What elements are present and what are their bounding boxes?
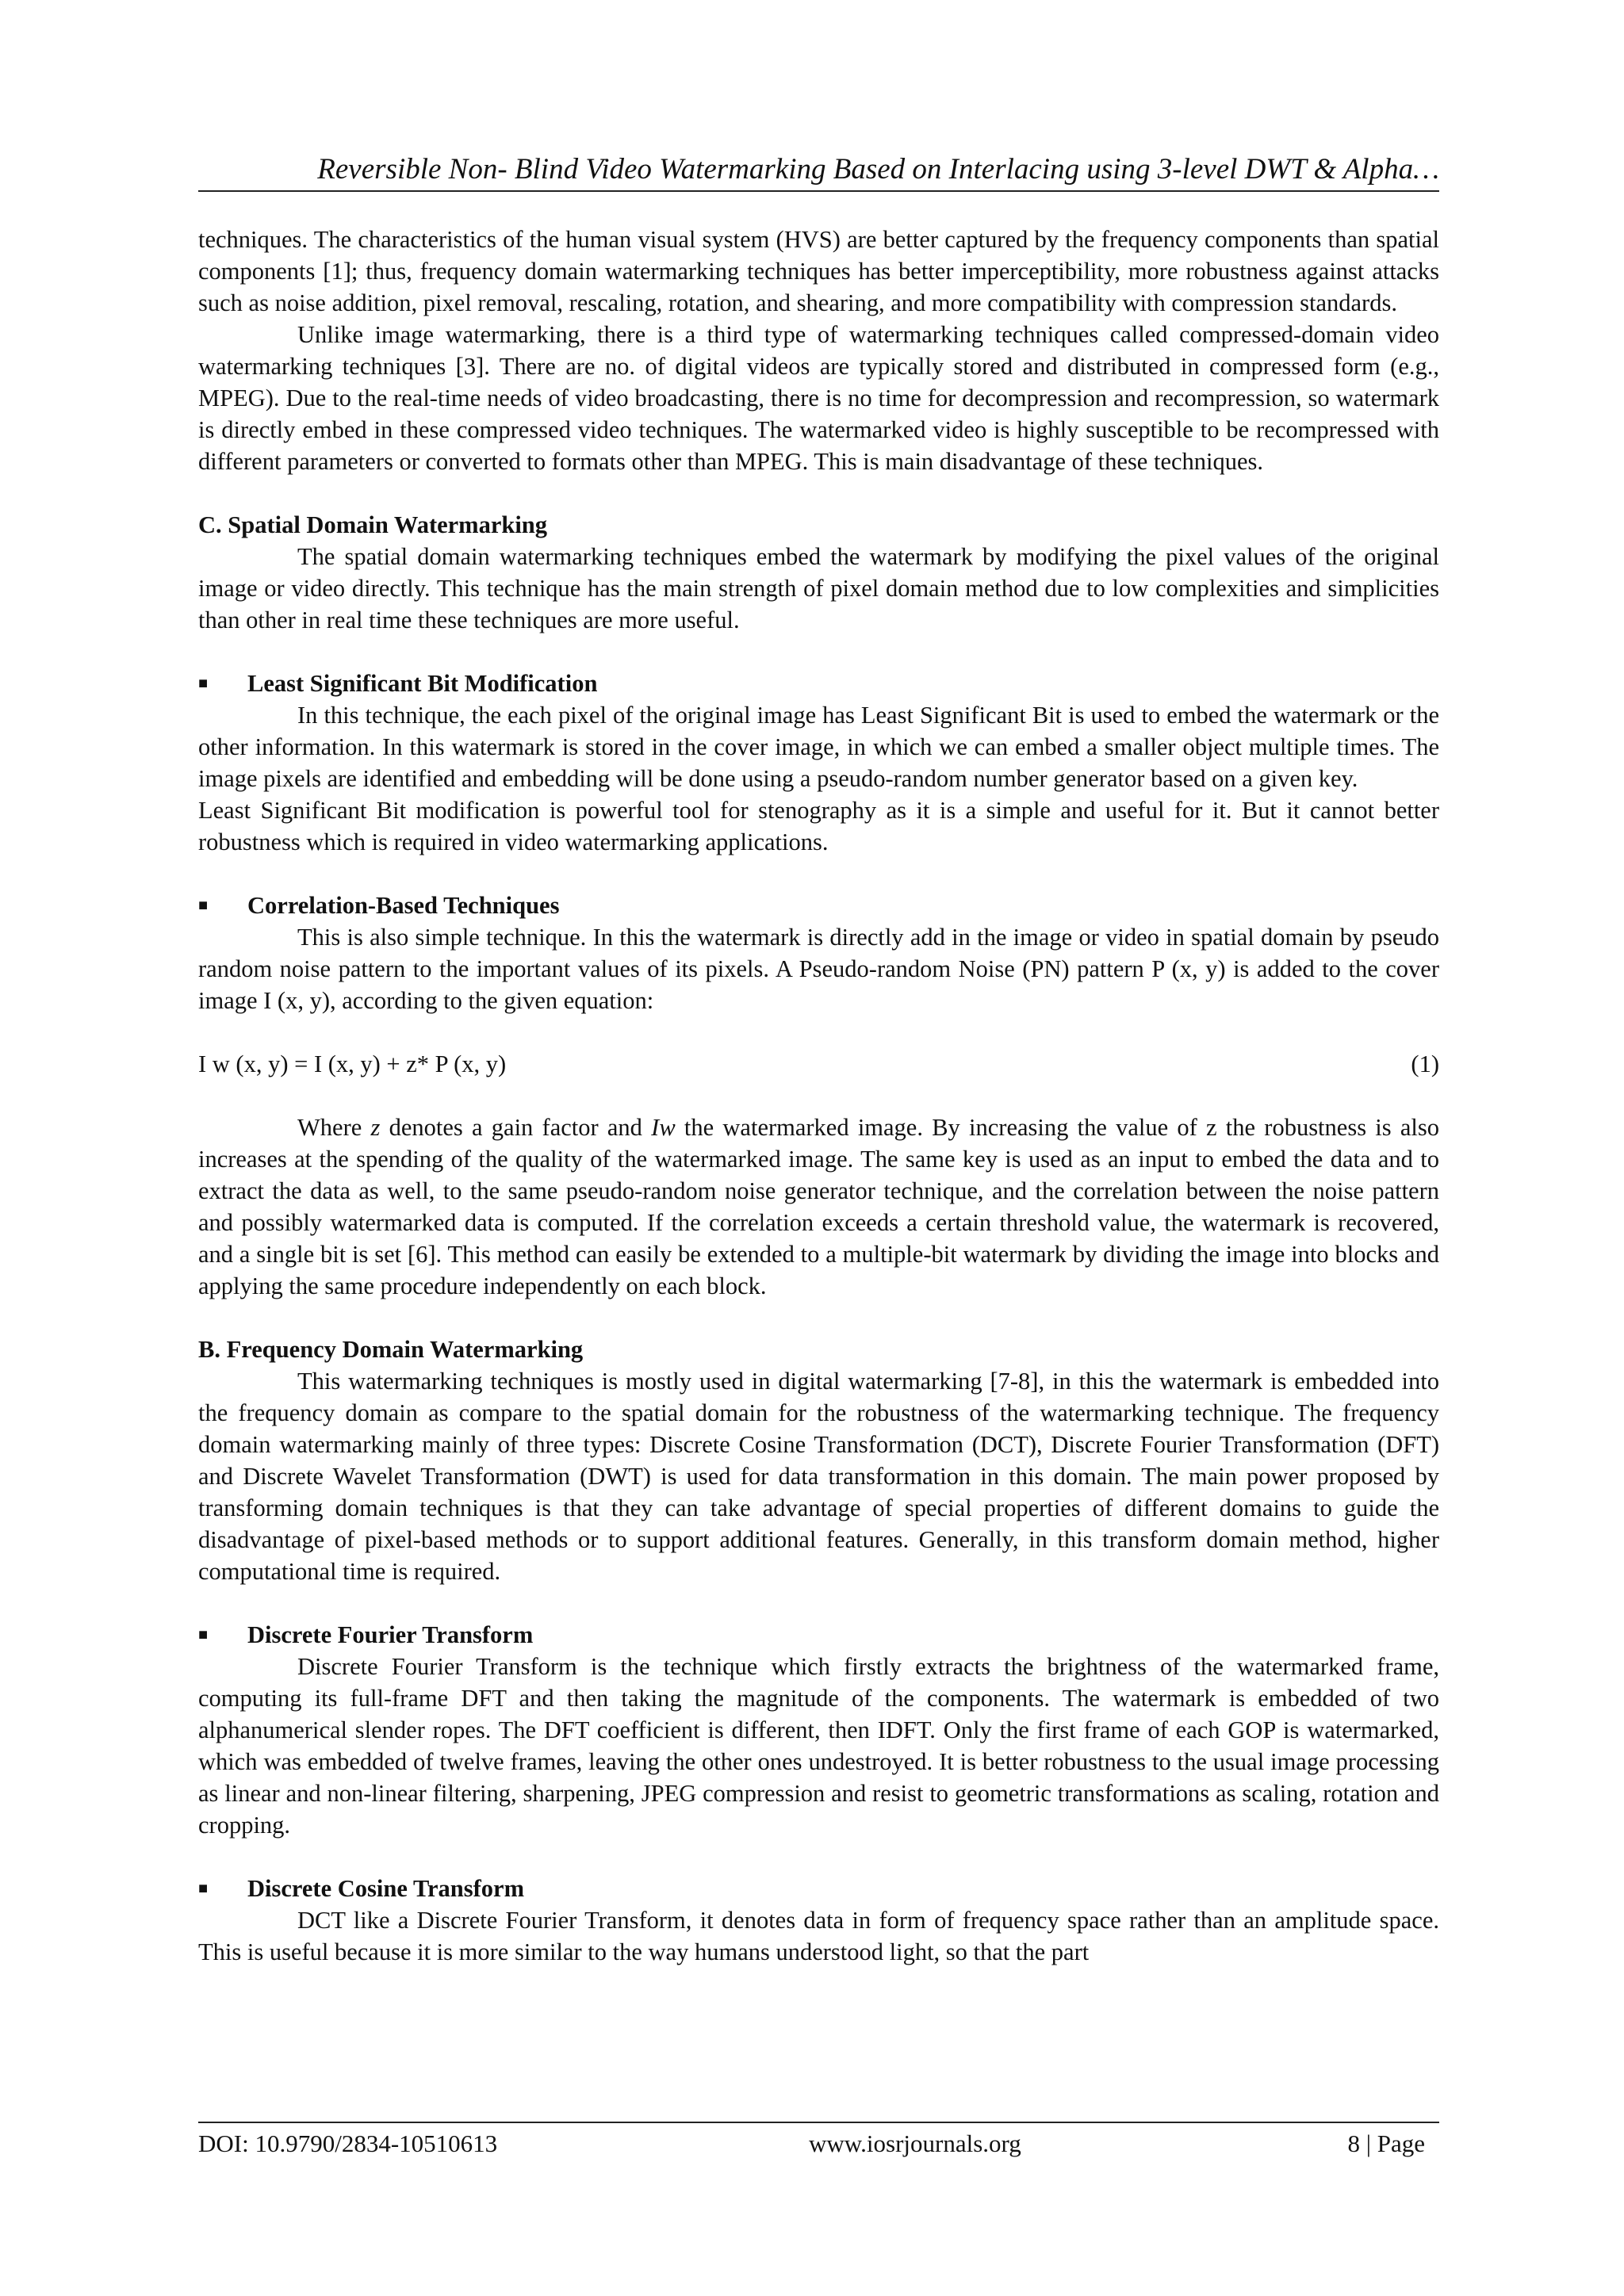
- paragraph-intro-1: techniques. The characteristics of the human visual system (HVS) are better captured by the frequency components than spatial components [1]; thus, frequency domain watermarking techniques has better imperceptibility, more robustness against attacks such as noise addition, pixel removal, rescaling, rotation, and shearing, and more compatibility with compression standards.: [198, 226, 1439, 316]
- subheading-lsb-text: Least Significant Bit Modification: [247, 670, 598, 697]
- paragraph-frequency-domain: This watermarking techniques is mostly used in digital watermarking [7-8], in this the watermark is embedded into the frequency domain as compare to the spatial domain for the robustness of the watermarking technique. The frequency domain watermarking mainly of three types: Discrete Cosine Transformation (DCT), Discrete Fourier Transformation (DFT) and Discrete Wavelet Transformation (DWT) is used for data transformation in this domain. The main power proposed by transforming domain techniques is that they can take advantage of special properties of different domains to guide the disadvantage of pixel-based methods or to support additional features. Generally, in this transform domain method, higher computational time is required.: [198, 1368, 1439, 1585]
- subheading-lsb: [198, 668, 1439, 699]
- section-heading-spatial-domain: C. Spatial Domain Watermarking: [198, 511, 548, 538]
- paragraph-lsb-2: Least Significant Bit modification is powerful tool for stenography as it is a simple and useful for it. But it cannot better robustness which is required in video watermarking applications.: [198, 797, 1439, 855]
- paragraph-lsb-1: In this technique, the each pixel of the original image has Least Significant Bit is used to embed the watermark or the other information. In this watermark is stored in the cover image, in which we can embed a smaller object multiple times. The image pixels are identified and embedding will be done using a pseudo-random number generator based on a given key.: [198, 702, 1439, 792]
- subheading-dft-text: Discrete Fourier Transform: [247, 1621, 534, 1648]
- equation-number: (1): [1411, 1050, 1439, 1077]
- paragraph-spatial-domain: The spatial domain watermarking techniques embed the watermark by modifying the pixel values of the original image or video directly. This technique has the main strength of pixel domain method due to low complexities and simplicities than other in real time these techniques are more useful.: [198, 543, 1439, 633]
- header-divider: [198, 190, 1439, 192]
- footer-page-number: 8 | Page: [1347, 2130, 1425, 2157]
- subheading-correlation-text: Correlation-Based Techniques: [247, 892, 560, 919]
- section-heading-frequency-domain: B. Frequency Domain Watermarking: [198, 1336, 584, 1363]
- variable-iw: Iw: [651, 1114, 676, 1141]
- bullet-square-icon: ■: [198, 1880, 209, 1897]
- paragraph-correlation-1: This is also simple technique. In this the watermark is directly add in the image or video in spatial domain by pseudo random noise pattern to the important values of its pixels. A Pseudo-random Noise (PN) pattern P (x, y) is added to the cover image I (x, y), according to the given equation:: [198, 924, 1439, 1014]
- paragraph-intro-2: Unlike image watermarking, there is a third type of watermarking techniques called compressed-domain video watermarking techniques [3]. There are no. of digital videos are typically stored and distributed in compressed form (e.g., MPEG). Due to the real-time needs of video broadcasting, there is no time for decompression and recompression, so watermark is directly embed in these compressed video techniques. The watermarked video is highly susceptible to be recompressed with different parameters or converted to formats other than MPEG. This is main disadvantage of these techniques.: [198, 321, 1439, 475]
- subheading-dft: [198, 1619, 1439, 1651]
- subheading-dct-text: Discrete Cosine Transform: [247, 1875, 524, 1902]
- subheading-correlation: [198, 890, 1439, 921]
- bullet-square-icon: ■: [198, 1626, 209, 1644]
- subheading-dct: [198, 1873, 1439, 1904]
- bullet-square-icon: ■: [198, 675, 209, 692]
- page-body: [198, 224, 1439, 1968]
- running-header: Reversible Non- Blind Video Watermarking Based on Interlacing using 3-level DWT & Alpha…: [317, 153, 1439, 186]
- variable-z: z: [370, 1114, 381, 1141]
- equation-1: [198, 1048, 1439, 1080]
- equation-text: I w (x, y) = I (x, y) + z* P (x, y): [198, 1050, 507, 1077]
- footer-website: www.iosrjournals.org: [809, 2130, 1021, 2157]
- paragraph-correlation-2: Where z denotes a gain factor and Iw the watermarked image. By increasing the value of z the robustness is also increases at the spending of the quality of the watermarked image. The same key is used as an input to embed the data and to extract the data as well, to the same pseudo-random noise generator technique, and the correlation between the noise pattern and possibly watermarked data is computed. If the correlation exceeds a certain threshold value, the watermark is recovered, and a single bit is set [6]. This method can easily be extended to a multiple-bit watermark by dividing the image into blocks and applying the same procedure independently on each block.: [198, 1114, 1439, 1299]
- footer-doi: DOI: 10.9790/2834-10510613: [198, 2130, 498, 2157]
- footer-divider: [198, 2122, 1439, 2123]
- paragraph-dct: DCT like a Discrete Fourier Transform, it denotes data in form of frequency space rather than an amplitude space. This is useful because it is more similar to the way humans understood light, so that the part: [198, 1907, 1439, 1965]
- paragraph-dft: Discrete Fourier Transform is the technique which firstly extracts the brightness of the watermarked frame, computing its full-frame DFT and then taking the magnitude of the components. The watermark is embedded of two alphanumerical slender ropes. The DFT coefficient is different, then IDFT. Only the first frame of each GOP is watermarked, which was embedded of twelve frames, leaving the other ones undestroyed. It is better robustness to the usual image processing as linear and non-linear filtering, sharpening, JPEG compression and resist to geometric transformations as scaling, rotation and cropping.: [198, 1653, 1439, 1839]
- bullet-square-icon: ■: [198, 897, 209, 914]
